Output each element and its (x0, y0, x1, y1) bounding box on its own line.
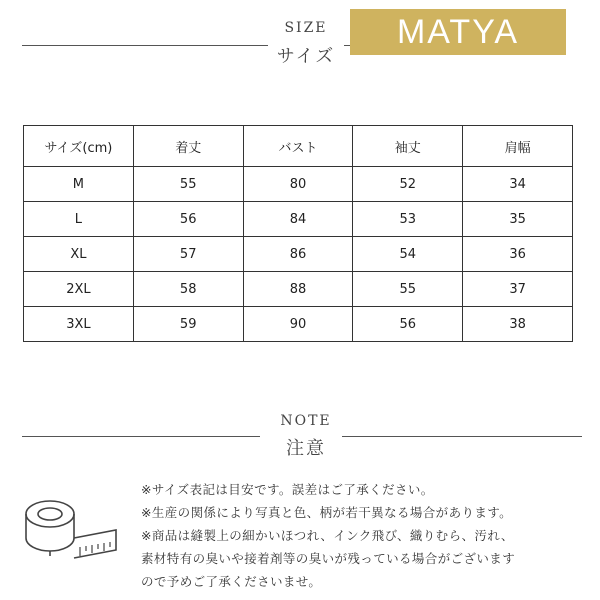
cell-shoulder: 38 (463, 307, 573, 342)
header-length: 着丈 (133, 126, 243, 167)
cell-size: 3XL (24, 307, 134, 342)
cell-length: 56 (133, 202, 243, 237)
table-row (24, 202, 573, 237)
header-bust: バスト (243, 126, 353, 167)
table-row (24, 272, 573, 307)
cell-bust: 86 (243, 237, 353, 272)
cell-shoulder: 37 (463, 272, 573, 307)
cell-shoulder: 36 (463, 237, 573, 272)
size-divider-left (22, 45, 268, 46)
notes-list (141, 478, 591, 593)
cell-bust: 90 (243, 307, 353, 342)
cell-shoulder: 34 (463, 167, 573, 202)
brand-logo: MATYA (350, 9, 566, 55)
table-row (24, 237, 573, 272)
size-heading-jp: サイズ (276, 46, 336, 67)
cell-size: 2XL (24, 272, 134, 307)
note-divider-left (22, 436, 260, 437)
cell-bust: 80 (243, 167, 353, 202)
cell-sleeve: 52 (353, 167, 463, 202)
note-heading-jp: 注意 (286, 438, 326, 459)
cell-length: 55 (133, 167, 243, 202)
note-heading-en: NOTE (280, 413, 332, 429)
header-shoulder: 肩幅 (463, 126, 573, 167)
header-sleeve: 袖丈 (353, 126, 463, 167)
cell-shoulder: 35 (463, 202, 573, 237)
size-heading-en: SIZE (284, 20, 328, 36)
cell-sleeve: 56 (353, 307, 463, 342)
table-row (24, 307, 573, 342)
cell-sleeve: 55 (353, 272, 463, 307)
cell-sleeve: 53 (353, 202, 463, 237)
cell-bust: 88 (243, 272, 353, 307)
size-table (23, 125, 573, 342)
cell-size: L (24, 202, 134, 237)
note-line: ので予めご了承くださいませ。 (141, 574, 322, 589)
table-row (24, 167, 573, 202)
cell-sleeve: 54 (353, 237, 463, 272)
note-line: ※生産の関係により写真と色、柄が若干異なる場合があります。 (141, 505, 513, 520)
cell-length: 58 (133, 272, 243, 307)
cell-length: 59 (133, 307, 243, 342)
note-divider-right (342, 436, 582, 437)
cell-length: 57 (133, 237, 243, 272)
header-size: サイズ(cm) (24, 126, 134, 167)
size-table-header-row (24, 126, 573, 167)
cell-size: XL (24, 237, 134, 272)
measuring-tape-icon (20, 492, 120, 568)
note-line: ※商品は縫製上の細かいほつれ、インク飛び、織りむら、汚れ、 (141, 528, 514, 543)
cell-bust: 84 (243, 202, 353, 237)
cell-size: M (24, 167, 134, 202)
note-line: ※サイズ表記は目安です。誤差はご了承ください。 (141, 482, 434, 497)
note-line: 素材特有の臭いや接着剤等の臭いが残っている場合がございます (141, 551, 516, 566)
